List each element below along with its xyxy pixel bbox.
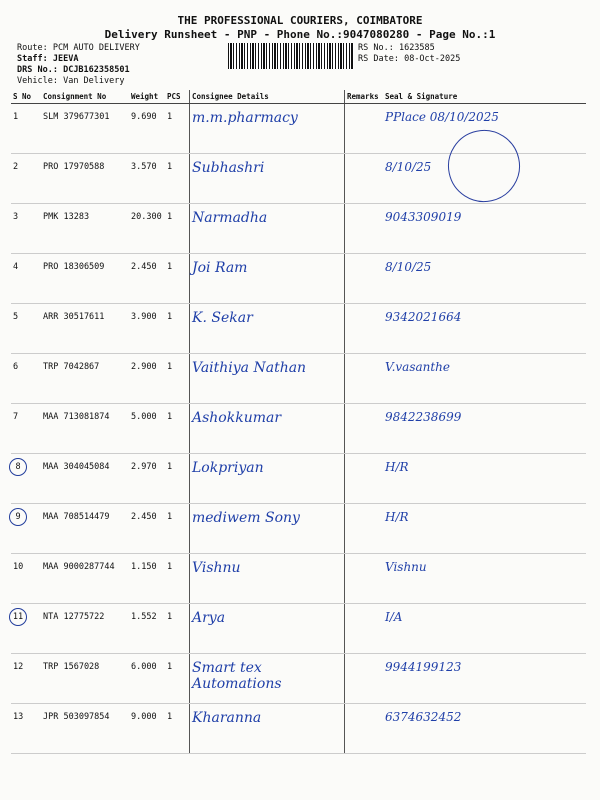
row-sig: I/A (383, 604, 586, 654)
row-sno (11, 254, 41, 304)
row-pcs: 1 (165, 554, 190, 604)
sno-value: 4 (13, 262, 19, 272)
row-sig: H/R (383, 504, 586, 554)
row-sno (11, 704, 41, 754)
row-wt: 6.000 (129, 654, 165, 704)
table-row (11, 354, 586, 404)
route-value: PCM AUTO DELIVERY (52, 43, 140, 53)
row-sno (11, 304, 41, 354)
row-pcs: 1 (165, 254, 190, 304)
row-sig: 6374632452 (383, 704, 586, 754)
row-remarks (345, 554, 384, 604)
table-row (11, 704, 586, 754)
row-wt: 2.450 (129, 254, 165, 304)
sno-value: 7 (13, 412, 19, 422)
sno-value: 1 (13, 112, 19, 122)
row-wt: 2.450 (129, 504, 165, 554)
rs-no-value: 1623585 (398, 43, 435, 53)
sno-value: 5 (13, 312, 19, 322)
row-remarks (345, 104, 384, 154)
row-pcs: 1 (165, 354, 190, 404)
col-remarks: Remarks (345, 90, 384, 104)
sno-value: 8 (9, 458, 27, 476)
row-pcs: 1 (165, 454, 190, 504)
table-row (11, 304, 586, 354)
row-sig: H/R (383, 454, 586, 504)
row-cno: TRP 7042867 (41, 354, 129, 404)
row-consignee: K. Sekar (190, 304, 345, 354)
col-consignment: Consignment No (41, 90, 129, 104)
row-consignee: Lokpriyan (190, 454, 345, 504)
table-row (11, 604, 586, 654)
row-sno (11, 504, 41, 554)
row-sno (11, 454, 41, 504)
row-remarks (345, 604, 384, 654)
drs-value: DCJB162358501 (63, 65, 130, 75)
barcode-image (228, 43, 354, 69)
row-sig: 8/10/25 (383, 154, 586, 204)
row-pcs: 1 (165, 604, 190, 654)
row-sig: Vishnu (383, 554, 586, 604)
row-sig: 8/10/25 (383, 254, 586, 304)
sno-value: 11 (9, 608, 27, 626)
row-wt: 1.552 (129, 604, 165, 654)
row-sig: 9342021664 (383, 304, 586, 354)
row-sig: PPlace 08/10/2025 (383, 104, 586, 154)
row-cno: SLM 379677301 (41, 104, 129, 154)
sno-value: 13 (13, 712, 24, 722)
row-sno (11, 654, 41, 704)
row-pcs: 1 (165, 304, 190, 354)
row-sno (11, 354, 41, 404)
row-consignee: Joi Ram (190, 254, 345, 304)
row-remarks (345, 654, 384, 704)
row-pcs: 1 (165, 504, 190, 554)
row-remarks (345, 254, 384, 304)
row-wt: 20.300 (129, 204, 165, 254)
row-wt: 1.150 (129, 554, 165, 604)
sno-value: 12 (13, 662, 24, 672)
row-wt: 2.970 (129, 454, 165, 504)
row-wt: 3.900 (129, 304, 165, 354)
table-header-row (11, 90, 586, 104)
col-signature: Seal & Signature (383, 90, 586, 104)
table-row (11, 254, 586, 304)
row-sig: 9043309019 (383, 204, 586, 254)
route-line: Route: PCM AUTO DELIVERY (17, 43, 140, 53)
row-sno (11, 404, 41, 454)
meta-right (358, 43, 460, 65)
row-remarks (345, 454, 384, 504)
sno-value: 2 (13, 162, 19, 172)
staff-value: JEEVA (52, 54, 79, 64)
row-consignee: Narmadha (190, 204, 345, 254)
row-pcs: 1 (165, 204, 190, 254)
row-wt: 9.690 (129, 104, 165, 154)
row-wt: 5.000 (129, 404, 165, 454)
row-wt: 3.570 (129, 154, 165, 204)
col-pcs: PCS (165, 90, 190, 104)
col-consignee: Consignee Details (190, 90, 345, 104)
sno-value: 3 (13, 212, 19, 222)
row-remarks (345, 404, 384, 454)
row-wt: 9.000 (129, 704, 165, 754)
row-cno: MAA 9000287744 (41, 554, 129, 604)
row-pcs: 1 (165, 154, 190, 204)
row-cno: MAA 304045084 (41, 454, 129, 504)
rs-date-line: RS Date: 08-Oct-2025 (358, 54, 461, 64)
row-consignee: Vishnu (190, 554, 345, 604)
row-sno (11, 154, 41, 204)
table-row (11, 454, 586, 504)
meta-left (17, 43, 140, 87)
row-consignee: Vaithiya Nathan (190, 354, 345, 404)
sno-value: 10 (13, 562, 24, 572)
col-weight: Weight (129, 90, 165, 104)
table-row (11, 204, 586, 254)
row-consignee: Arya (190, 604, 345, 654)
row-pcs: 1 (165, 404, 190, 454)
row-cno: PMK 13283 (41, 204, 129, 254)
row-sig: 9944199123 (383, 654, 586, 704)
row-cno: MAA 708514479 (41, 504, 129, 554)
row-cno: PRO 17970588 (41, 154, 129, 204)
staff-line: Staff: JEEVA (17, 54, 79, 64)
row-consignee: mediwem Sony (190, 504, 345, 554)
row-remarks (345, 304, 384, 354)
table-row (11, 404, 586, 454)
row-pcs: 1 (165, 704, 190, 754)
row-remarks (345, 704, 384, 754)
row-cno: NTA 12775722 (41, 604, 129, 654)
row-remarks (345, 154, 384, 204)
row-cno: TRP 1567028 (41, 654, 129, 704)
row-remarks (345, 504, 384, 554)
row-consignee: Kharanna (190, 704, 345, 754)
row-sig: 9842238699 (383, 404, 586, 454)
row-sno (11, 204, 41, 254)
sno-value: 9 (9, 508, 27, 526)
row-sno (11, 104, 41, 154)
table-row (11, 504, 586, 554)
row-consignee: m.m.pharmacy (190, 104, 345, 154)
row-pcs: 1 (165, 654, 190, 704)
row-cno: PRO 18306509 (41, 254, 129, 304)
runsheet-title: Delivery Runsheet - PNP - Phone No.:9047080280 - Page No.:1 (104, 28, 496, 41)
col-sno: S No (11, 90, 41, 104)
row-remarks (345, 354, 384, 404)
vehicle-line: Vehicle: Van Delivery (17, 76, 125, 86)
row-cno: MAA 713081874 (41, 404, 129, 454)
company-title: THE PROFESSIONAL COURIERS, COIMBATORE (177, 14, 423, 27)
row-consignee: Subhashri (190, 154, 345, 204)
vehicle-value: Van Delivery (63, 76, 125, 86)
table-row (11, 554, 586, 604)
rs-no-line: RS No.: 1623585 (358, 43, 435, 53)
table-row (11, 654, 586, 704)
row-wt: 2.900 (129, 354, 165, 404)
rs-date-value: 08-Oct-2025 (404, 54, 461, 64)
row-cno: ARR 30517611 (41, 304, 129, 354)
row-sig: V.vasanthe (383, 354, 586, 404)
drs-line: DRS No.: DCJB162358501 (17, 65, 130, 75)
row-consignee: Ashokkumar (190, 404, 345, 454)
sno-value: 6 (13, 362, 19, 372)
row-sno (11, 604, 41, 654)
row-sno (11, 554, 41, 604)
row-consignee: Smart tex Automations (190, 654, 345, 704)
row-cno: JPR 503097854 (41, 704, 129, 754)
row-remarks (345, 204, 384, 254)
row-pcs: 1 (165, 104, 190, 154)
